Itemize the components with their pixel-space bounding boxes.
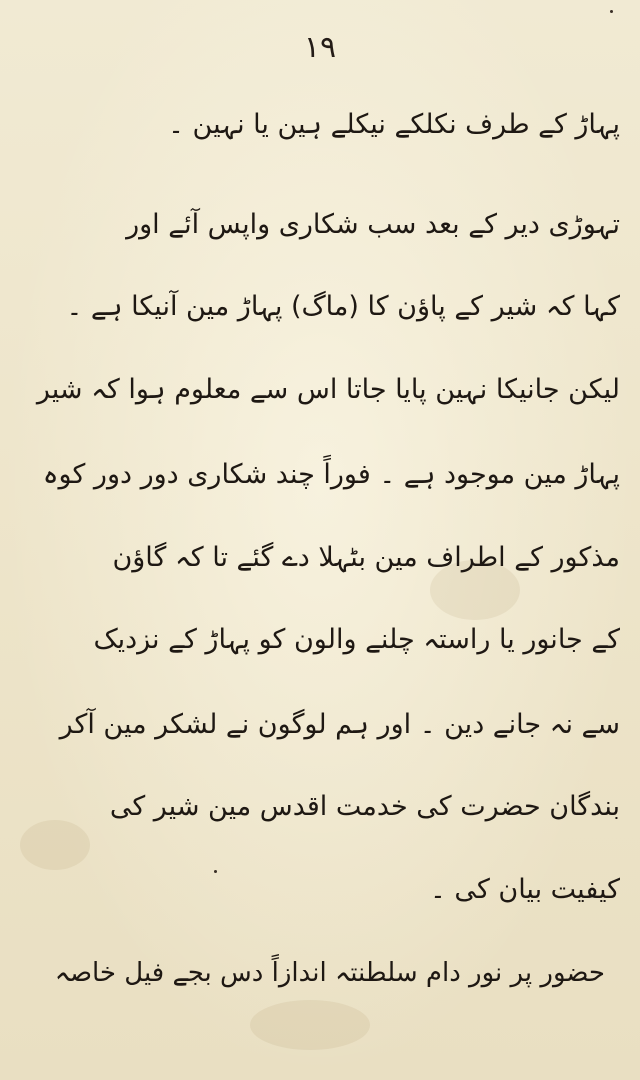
- text-line-10: کیفیت بیان کی ۔: [430, 874, 620, 905]
- text-line-9: بندگان حضرت کی خدمت اقدس مین شیر کی: [109, 791, 620, 822]
- ink-speck: [610, 10, 613, 13]
- paper-stain: [250, 1000, 370, 1050]
- text-line-5: پہاڑ مین موجود ہے ۔ فوراً چند شکاری دور دور کوہ: [42, 459, 620, 490]
- text-line-11: حضور پر نور دام سلطنتہ اندازاً دس بجے فیل خاصہ: [54, 958, 605, 988]
- text-line-8: سے نہ جانے دین ۔ اور ہم لوگون نے لشکر مین آکر: [59, 709, 620, 740]
- text-line-3: کہا کہ شیر کے پاؤن کا (ماگ) پہاڑ مین آنیکا ہے ۔: [66, 291, 620, 322]
- text-line-1: پہاڑ کے طرف نکلکے نیکلے ہین یا نہین ۔: [168, 109, 620, 140]
- text-line-4: لیکن جانیکا نہین پایا جاتا اس سے معلوم ہوا کہ شیر: [36, 374, 620, 405]
- text-line-2: تہوڑی دیر کے بعد سب شکاری واپس آئے اور: [126, 209, 620, 240]
- page-number: ١٩: [303, 30, 337, 65]
- text-line-6: مذکور کے اطراف مین بٹہلا دے گئے تا کہ گاؤن: [112, 542, 620, 573]
- text-line-7: کے جانور یا راستہ چلنے والون کو پہاڑ کے نزدیک: [93, 624, 620, 655]
- paper-stain: [20, 820, 90, 870]
